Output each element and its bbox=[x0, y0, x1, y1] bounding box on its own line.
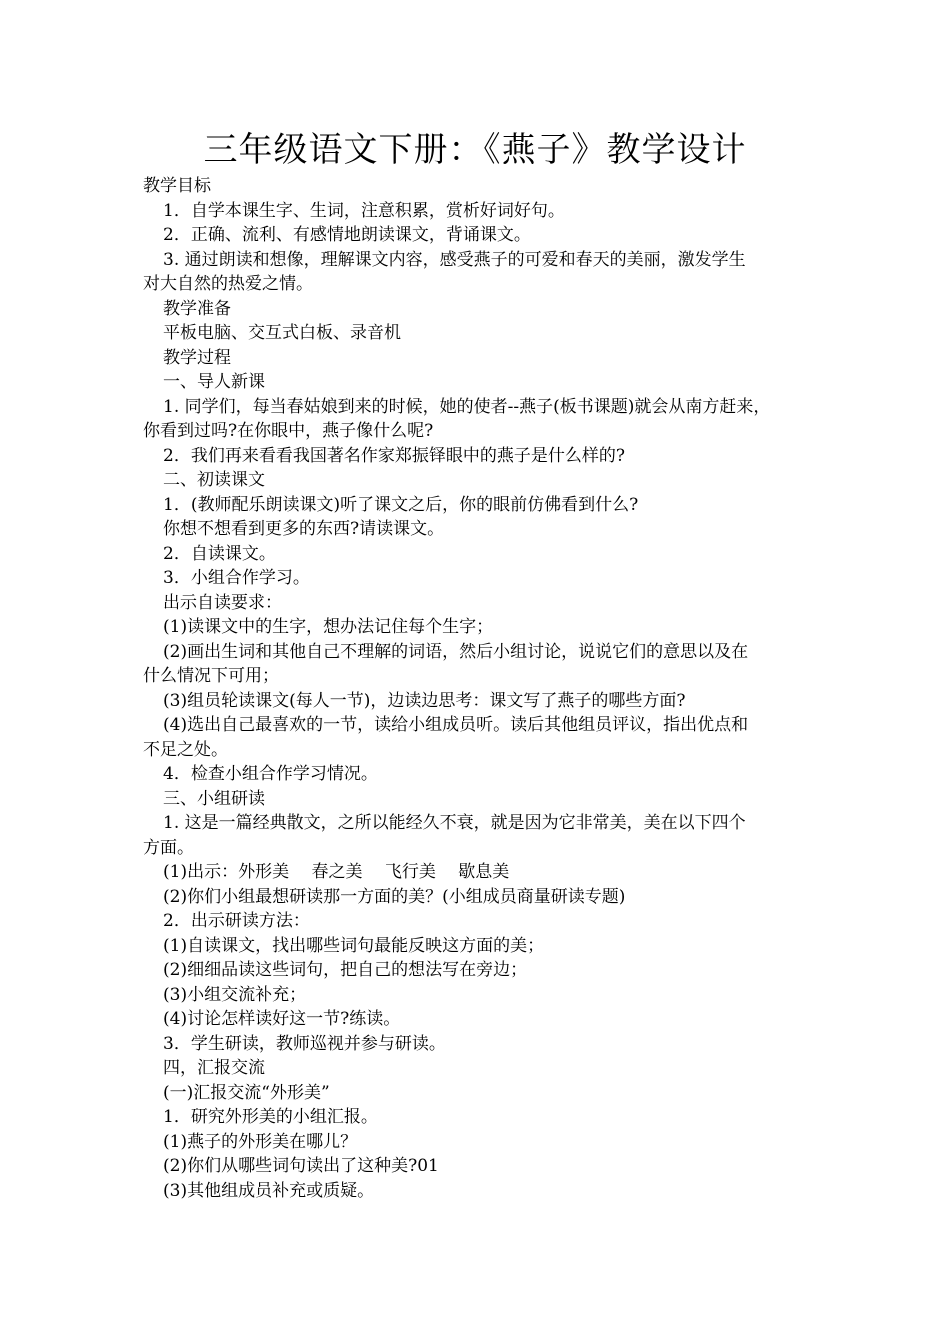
text-line: 1．研究外形美的小组汇报。 bbox=[163, 1107, 378, 1127]
text-line: 教学过程 bbox=[163, 347, 231, 368]
text-line: 三、小组研读 bbox=[163, 788, 265, 809]
text-line: 1．自学本课生字、生词，注意积累，赏析好词好句。 bbox=[163, 200, 565, 221]
text-line: (4)讨论怎样读好这一节?练读。 bbox=[163, 1009, 401, 1029]
text-line: 对大自然的热爱之情。 bbox=[143, 274, 313, 294]
text-line: 出示自读要求： bbox=[163, 592, 282, 613]
text-line: (一)汇报交流“外形美” bbox=[163, 1082, 330, 1103]
text-line: 什么情况下可用； bbox=[143, 666, 279, 686]
text-line: 2．出示研读方法： bbox=[163, 911, 310, 931]
document-title: 三年级语文下册：《燕子》教学设计 bbox=[203, 130, 747, 170]
document-body bbox=[143, 174, 823, 1203]
text-line: 平板电脑、交互式白板、录音机 bbox=[163, 323, 401, 343]
text-line: 1．(教师配乐朗读课文)听了课文之后，你的眼前仿佛看到什么? bbox=[163, 494, 639, 515]
text-line: 教学目标 bbox=[143, 176, 211, 196]
text-line: (2)你们小组最想研读那一方面的美？(小组成员商量研读专题) bbox=[163, 886, 626, 907]
text-line: (2)画出生词和其他自己不理解的词语，然后小组讨论，说说它们的意思以及在 bbox=[163, 641, 749, 662]
text-line: 4．检查小组合作学习情况。 bbox=[163, 764, 378, 784]
text-line: 3．小组合作学习。 bbox=[163, 568, 310, 588]
text-line: (1)自读课文，找出哪些词句最能反映这方面的美； bbox=[163, 935, 545, 956]
text-line: 方面。 bbox=[143, 837, 194, 858]
text-line: (2)细细品读这些词句，把自己的想法写在旁边； bbox=[163, 960, 528, 980]
text-line: 不足之处。 bbox=[143, 739, 228, 760]
text-line: 一、导人新课 bbox=[163, 372, 265, 392]
text-line: 四，汇报交流 bbox=[163, 1058, 265, 1078]
text-line: (4)选出自己最喜欢的一节，读给小组成员听。读后其他组员评议，指出优点和 bbox=[163, 715, 749, 735]
text-line: (1)燕子的外形美在哪儿？ bbox=[163, 1131, 358, 1152]
text-line: (3)小组交流补充； bbox=[163, 984, 307, 1005]
text-line: 教学准备 bbox=[163, 298, 231, 319]
text-line: 二、初读课文 bbox=[163, 470, 265, 490]
text-line: (3)其他组成员补充或质疑。 bbox=[163, 1180, 375, 1201]
text-line: 1. 这是一篇经典散文，之所以能经久不衰，就是因为它非常美，美在以下四个 bbox=[163, 813, 746, 833]
text-line: 1. 同学们，每当春姑娘到来的时候，她的使者--燕子(板书课题)就会从南方赶来， bbox=[163, 396, 771, 417]
text-line: (1)出示：外形美 春之美 飞行美 歇息美 bbox=[163, 862, 510, 882]
text-line: 你想不想看到更多的东西?请读课文。 bbox=[163, 519, 445, 539]
text-line: 2．正确、流利、有感情地朗读课文，背诵课文。 bbox=[163, 225, 531, 245]
text-line: 2．我们再来看看我国著名作家郑振铎眼中的燕子是什么样的? bbox=[163, 445, 625, 466]
text-line: (3)组员轮读课文(每人一节)，边读边思考：课文写了燕子的哪些方面? bbox=[163, 690, 686, 711]
text-line: 3．学生研读，教师巡视并参与研读。 bbox=[163, 1033, 446, 1054]
text-line: (1)读课文中的生字，想办法记住每个生字； bbox=[163, 617, 494, 637]
text-line: 2．自读课文。 bbox=[163, 543, 276, 564]
text-line: 3. 通过朗读和想像，理解课文内容，感受燕子的可爱和春天的美丽，激发学生 bbox=[163, 249, 746, 270]
text-line: 你看到过吗?在你眼中，燕子像什么呢? bbox=[143, 421, 434, 441]
text-line: (2)你们从哪些词句读出了这种美?01 bbox=[163, 1156, 439, 1176]
